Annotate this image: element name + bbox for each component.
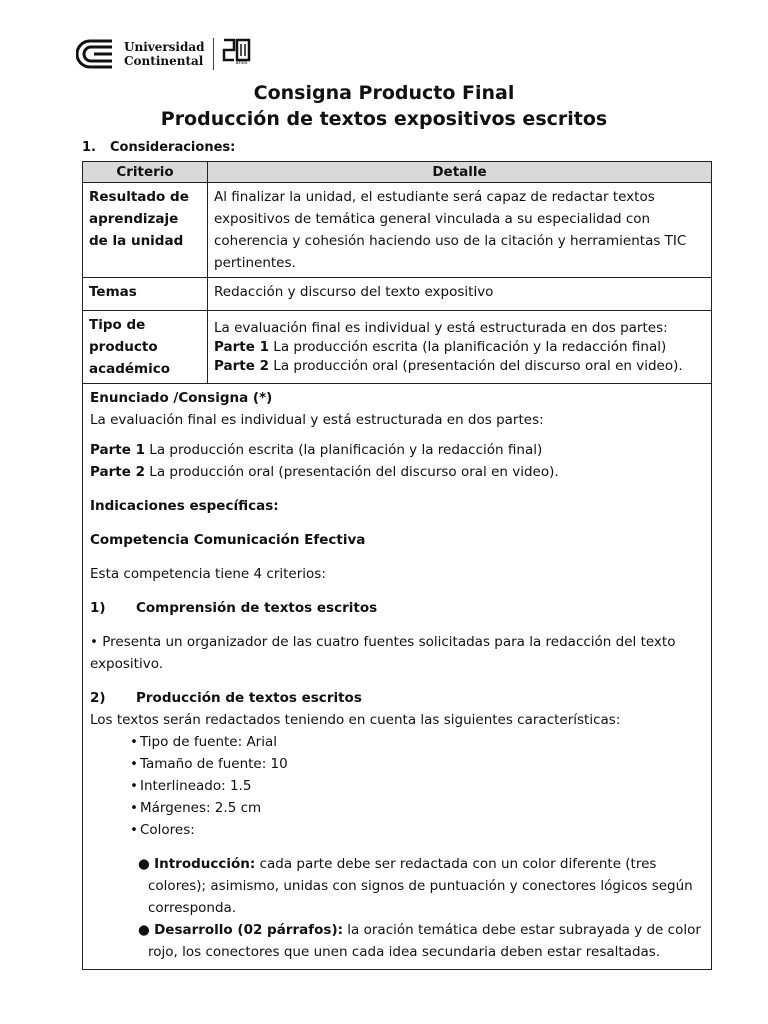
desarrollo-text: la oración temática debe estar subrayada y de color rojo, los conectores que unen cada idea secundaria deben estar resaltadas. [148, 922, 701, 960]
criterion-1-title: Comprensión de textos escritos [136, 600, 378, 616]
document-title [0, 80, 768, 132]
criterion-2-intro: Los textos serán redactados teniendo en cuenta las siguientes características: [90, 712, 621, 728]
row-criterio: Tipo de producto académico [83, 311, 208, 384]
title-line-1: Consigna Producto Final [253, 82, 515, 104]
row-criterio: Resultado de aprendizaje de la unidad [83, 183, 208, 278]
section-number: 1. [82, 140, 96, 155]
table-row [83, 278, 712, 311]
anniversary-mark [222, 36, 252, 72]
row-detalle [208, 311, 712, 384]
criterion-2-heading [90, 687, 704, 709]
enunciado-cell [83, 384, 712, 970]
introduccion-label: Introducción: [154, 856, 256, 872]
parte-2-text: La producción oral (presentación del discurso oral en video). [269, 358, 683, 374]
logo-text [124, 40, 205, 68]
introduccion-text: cada parte debe ser redactada con un color diferente (tres colores); asimismo, unidas con signos de puntuación y conectores lógicos según corresponda. [148, 856, 693, 916]
criterion-1-number: 1) [90, 600, 106, 616]
indicaciones-heading: Indicaciones específicas: [90, 498, 279, 514]
anniversary-label: años [235, 60, 248, 66]
parte-2-label: Parte 2 [214, 358, 270, 374]
section-heading [82, 140, 235, 155]
parte-1-label: Parte 1 [214, 339, 270, 355]
logo-line-2: Continental [124, 54, 204, 68]
header-detalle: Detalle [208, 162, 712, 183]
criterion-2-number: 2) [90, 690, 106, 706]
criterion-2-title: Producción de textos escritos [136, 690, 362, 706]
parte-2-line [214, 357, 705, 376]
list-item: • Colores: [90, 819, 704, 841]
criterion-1-heading [90, 597, 704, 619]
enunciado-intro: La evaluación final es individual y está estructurada en dos partes: [90, 412, 544, 428]
enunciado-heading: Enunciado /Consigna (*) [90, 390, 273, 406]
detalle-intro: La evaluación final es individual y está estructurada en dos partes: [214, 320, 668, 336]
continental-c-icon [76, 38, 116, 70]
table-header-row [83, 162, 712, 183]
parte-1-label: Parte 1 [90, 442, 146, 458]
logo-divider [213, 38, 214, 70]
features-list [90, 731, 704, 841]
section-label: Consideraciones: [110, 140, 236, 155]
parte-1-line [214, 338, 705, 357]
parte-2-text: La producción oral (presentación del discurso oral en video). [145, 464, 559, 480]
parte-1-text: La producción escrita (la planificación y la redacción final) [145, 442, 543, 458]
considerations-table [82, 161, 712, 970]
criterios-text: Esta competencia tiene 4 criterios: [90, 566, 326, 582]
parte-2-label: Parte 2 [90, 464, 146, 480]
list-item: • Tipo de fuente: Arial [90, 731, 704, 753]
enunciado-parte-2 [90, 461, 704, 483]
list-item: • Tamaño de fuente: 10 [90, 753, 704, 775]
logo-line-1: Universidad [124, 40, 205, 54]
list-item: ● Desarrollo (02 párrafos): la oración temática debe estar subrayada y de color rojo, los conectores que unen cada idea secundaria deben estar resaltadas. [138, 922, 701, 960]
university-logo [76, 36, 252, 72]
table-row [83, 183, 712, 278]
title-line-2: Producción de textos expositivos escritos [160, 108, 608, 130]
table-row [83, 311, 712, 384]
row-detalle: Al finalizar la unidad, el estudiante será capaz de redactar textos expositivos de temática general vinculada a su especialidad con coherencia y cohesión haciendo uso de la citación y herramientas TIC pertinentes. [208, 183, 712, 278]
competencia-heading: Competencia Comunicación Efectiva [90, 532, 366, 548]
list-item: • Márgenes: 2.5 cm [90, 797, 704, 819]
header-criterio: Criterio [83, 162, 208, 183]
enunciado-parte-1 [90, 439, 704, 461]
row-criterio: Temas [83, 278, 208, 311]
row-detalle: Redacción y discurso del texto expositivo [208, 278, 712, 311]
list-item: ● Introducción: cada parte debe ser redactada con un color diferente (tres colores); asimismo, unidas con signos de puntuación y conectores lógicos según corresponda. [138, 856, 693, 916]
parte-1-text: La producción escrita (la planificación y la redacción final) [269, 339, 667, 355]
structure-list [90, 853, 704, 963]
desarrollo-label: Desarrollo (02 párrafos): [154, 922, 344, 938]
list-item: • Interlineado: 1.5 [90, 775, 704, 797]
criterion-1-bullet: • Presenta un organizador de las cuatro fuentes solicitadas para la redacción del texto expositivo. [90, 634, 676, 672]
enunciado-row [83, 384, 712, 970]
